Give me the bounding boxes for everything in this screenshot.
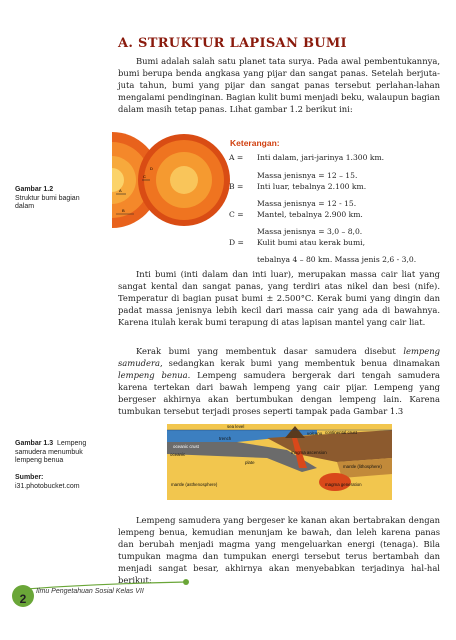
legend-item-a: A = Inti dalam, jari-jarinya 1.300 km.	[229, 153, 385, 162]
figure-1-2-caption	[15, 186, 95, 212]
figure-1-2-title: Gambar 1.2	[15, 186, 54, 193]
sea-level-label: sea level	[227, 424, 245, 429]
legend-item-d: D = Kulit bumi atau kerak bumi,	[229, 238, 365, 247]
trench-label: trench	[219, 436, 232, 441]
figure-1-3-caption	[15, 440, 105, 466]
label-b: B	[122, 208, 125, 213]
magma-ascension-label: magma ascension	[291, 450, 327, 455]
page-number: 2	[19, 592, 27, 606]
figure-1-2-text: Struktur bumi bagian dalam	[15, 194, 80, 211]
earth-structure-figure	[110, 130, 230, 230]
figure-1-3-text: Lempeng samudera menumbuk lempeng benua	[15, 440, 87, 465]
label-a: A	[119, 188, 122, 193]
source-title: Sumber:	[15, 474, 44, 481]
earth-full-right	[138, 134, 230, 226]
section-heading: A. STRUKTUR LAPISAN BUMI	[118, 36, 347, 51]
legend-item-b: B = Inti luar, tebalnya 2.100 km.	[229, 182, 367, 191]
magma-generation-label: magma generation	[325, 482, 362, 487]
mantle-asthenosphere-label: mantle (asthenosphere)	[171, 482, 218, 487]
volcano-label: volcano	[307, 431, 323, 436]
oceanic-label: oceanic	[170, 452, 186, 457]
source-text: i31.photobucket.com	[15, 482, 80, 490]
core-paragraph: Inti bumi (inti dalam dan inti luar), merupakan massa cair liat yang sangat kental dan sangat panas, yang terdiri atas nikel dan besi (nife). Temperatur di bagian pusat bumi ± 2.500°C. Kerak bumi yang dingin dan padat massa jenisnya lebih kecil dari massa cair yang ada di bawahnya. Karena itulah kerak bumi terapung di atas lapisan mantel yang cair liat.	[118, 269, 440, 328]
plate-paragraph: Kerak bumi yang membentuk dasar samudera disebut lempeng samudera, sedangkan kerak bumi yang membentuk benua dinamakan lempeng benua. Lempeng samudera bergerak dari tengah samudera karena tertekan dari bawah lempeng yang cair pijar. Lempeng yang bergeser akhirnya akan bertumbukan dengan lempeng lain. Karena tumbukan tersebut terjadi proses seperti tampak pada Gambar 1.3	[118, 346, 440, 417]
footer-decoration	[6, 576, 206, 626]
legend-title: Keterangan:	[230, 138, 280, 148]
figure-1-3-title: Gambar 1.3	[15, 440, 54, 447]
label-d: D	[150, 166, 153, 171]
mantle-lithosphere-label: mantle (lithosphere)	[343, 464, 382, 469]
label-c: C	[143, 174, 146, 179]
continental-crust-label: continental crust	[325, 430, 357, 435]
subduction-diagram	[167, 424, 392, 500]
oceanic-crust-label: oceanic crust	[173, 444, 199, 449]
legend-item-c: C = Mantel, tebalnya 2.900 km.	[229, 210, 363, 219]
plate-label: plate	[245, 460, 255, 465]
collision-paragraph: Lempeng samudera yang bergeser ke kanan akan bertabrakan dengan lempeng benua, kemudian menunjam ke bawah, dan leleh karena panas dan berubah menjadi magma yang mengeluarkan energi (tenaga). Bila tumpukan magma dan tumpukan energi tersebut terus bertambah dan menjadi sangat besar, akhirnya akan menyebabkan terjadinya hal-hal berikut:	[118, 515, 440, 586]
figure-1-3-source	[15, 474, 105, 491]
intro-paragraph: Bumi adalah salah satu planet tata surya. Pada awal pembentukannya, bumi berupa benda angkasa yang pijar dan sangat panas. Setelah berjuta-juta tahun, bumi yang pijar dan sangat panas tersebut perlahan-lahan mengalami pendinginan. Bagian kulit bumi menjadi beku, walaupun bagian dalam masih tetap panas. Lihat gambar 1.2 berikut ini:	[118, 56, 440, 115]
book-title: Ilmu Pengetahuan Sosial Kelas VII	[36, 588, 144, 595]
